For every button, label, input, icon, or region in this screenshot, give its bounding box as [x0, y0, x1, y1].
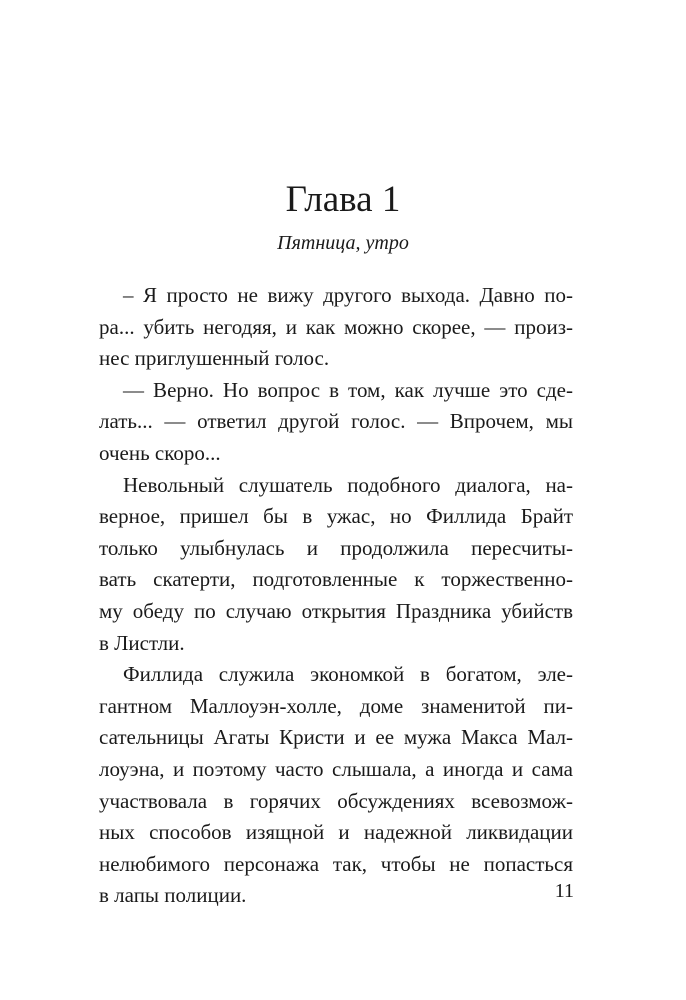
text-line: Филлида служила экономкой в богатом, эле-	[123, 662, 573, 687]
text-line: в лапы полиции.	[99, 883, 247, 908]
text-line: му обеду по случаю открытия Праздника убийств	[99, 598, 573, 623]
text-line: гантном Маллоуэн-холле, доме знаменитой пи-	[99, 693, 573, 718]
text-line: ра... убить негодяя, и как можно скорее, — произ-	[99, 314, 573, 339]
text-line: участвовала в горячих обсуждениях всевозмож-	[99, 788, 573, 813]
text-line: очень скоро...	[99, 440, 221, 465]
chapter-title: Глава 1	[285, 179, 401, 220]
text-line: лоуэна, и поэтому часто слышала, а иногда и сама	[99, 756, 573, 781]
paragraph	[99, 375, 573, 470]
text-line: в Листли.	[99, 630, 185, 655]
chapter-subtitle: Пятница, утро	[277, 232, 409, 254]
chapter-body	[99, 280, 573, 912]
paragraph	[99, 280, 573, 375]
text-line: Невольный слушатель подобного диалога, на-	[123, 472, 573, 497]
text-line: нес приглушенный голос.	[99, 346, 330, 371]
text-line: сательницы Агаты Кристи и ее мужа Макса Мал-	[99, 725, 573, 750]
text-line: только улыбнулась и продолжила пересчиты-	[99, 535, 573, 560]
text-line: — Верно. Но вопрос в том, как лучше это сде-	[123, 377, 573, 402]
text-line: лать... — ответил другой голос. — Впрочем, мы	[99, 409, 573, 434]
text-line: верное, пришел бы в ужас, но Филлида Брайт	[99, 504, 573, 529]
text-line: нелюбимого персонажа так, чтобы не попасться	[99, 851, 573, 876]
page-number: 11	[554, 880, 574, 902]
text-line: – Я просто не вижу другого выхода. Давно по-	[123, 283, 573, 307]
paragraph	[99, 659, 573, 912]
paragraph	[99, 470, 573, 660]
text-line: ных способов изящной и надежной ликвидации	[99, 820, 573, 845]
text-line: вать скатерти, подготовленные к торжественно-	[99, 567, 573, 592]
